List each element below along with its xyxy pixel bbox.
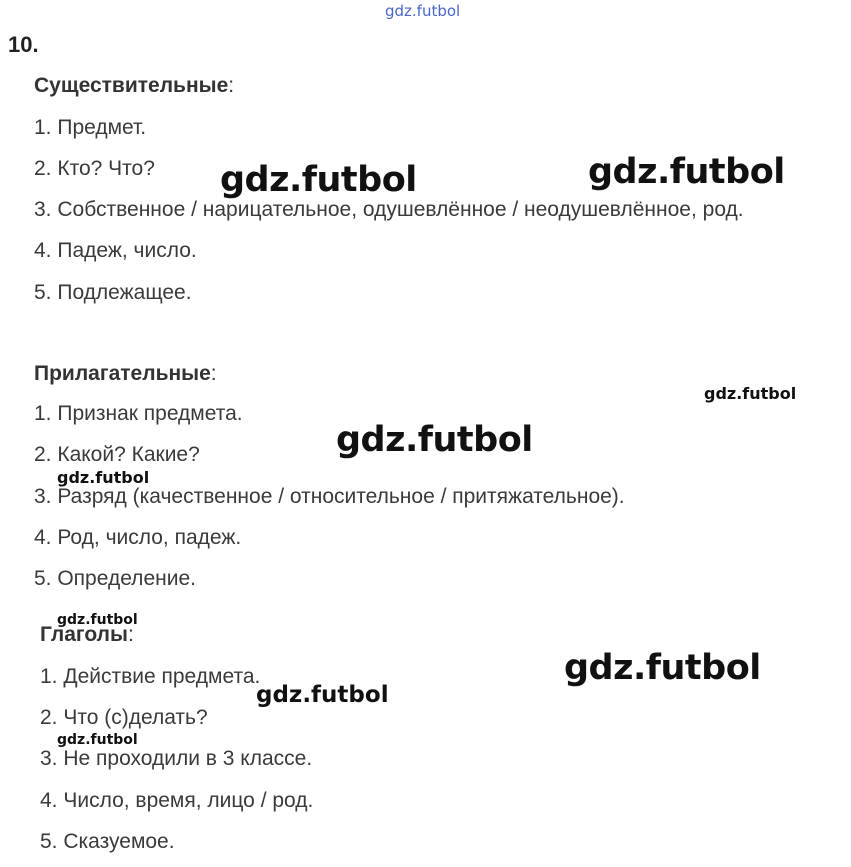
adjectives-heading [34,362,217,386]
watermark: gdz.futbol [704,384,797,403]
nouns-item-1: 1. Предмет. [34,116,147,139]
adjectives-heading-colon: : [210,362,217,385]
watermark: gdz.futbol [256,682,389,708]
watermark: gdz.futbol [588,152,785,192]
watermark: gdz.futbol [564,648,761,688]
nouns-heading [34,74,234,98]
adjectives-heading-text: Прилагательные [34,362,211,385]
nouns-heading-text: Существительные [34,74,229,97]
adjectives-item-4: 4. Род, число, падеж. [34,526,242,549]
watermark: gdz.futbol [57,612,138,628]
verbs-item-3: 3. Не проходили в 3 классе. [40,747,313,770]
adjectives-item-2: 2. Какой? Какие? [34,443,200,466]
watermark: gdz.futbol [57,468,150,487]
top-watermark: gdz.futbol [385,2,461,20]
verbs-heading-colon: : [127,623,134,646]
task-number: 10. [8,32,39,57]
nouns-item-2: 2. Кто? Что? [34,157,155,180]
adjectives-item-5: 5. Определение. [34,567,196,590]
verbs-item-1: 1. Действие предмета. [40,665,261,688]
adjectives-item-3: 3. Разряд (качественное / относительное / притяжательное). [34,485,625,508]
nouns-item-5: 5. Подлежащее. [34,281,192,304]
nouns-item-3: 3. Собственное / нарицательное, одушевлённое / неодушевлённое, род. [34,198,744,221]
verbs-heading-text: Глаголы [40,623,128,646]
verbs-item-5: 5. Сказуемое. [40,830,175,853]
adjectives-item-1: 1. Признак предмета. [34,402,243,425]
nouns-heading-colon: : [228,74,235,97]
verbs-item-4: 4. Число, время, лицо / род. [40,789,314,812]
nouns-item-4: 4. Падеж, число. [34,239,197,262]
watermark: gdz.futbol [336,420,533,460]
watermark: gdz.futbol [57,732,138,748]
watermark: gdz.futbol [220,160,417,200]
verbs-item-2: 2. Что (с)делать? [40,706,208,729]
